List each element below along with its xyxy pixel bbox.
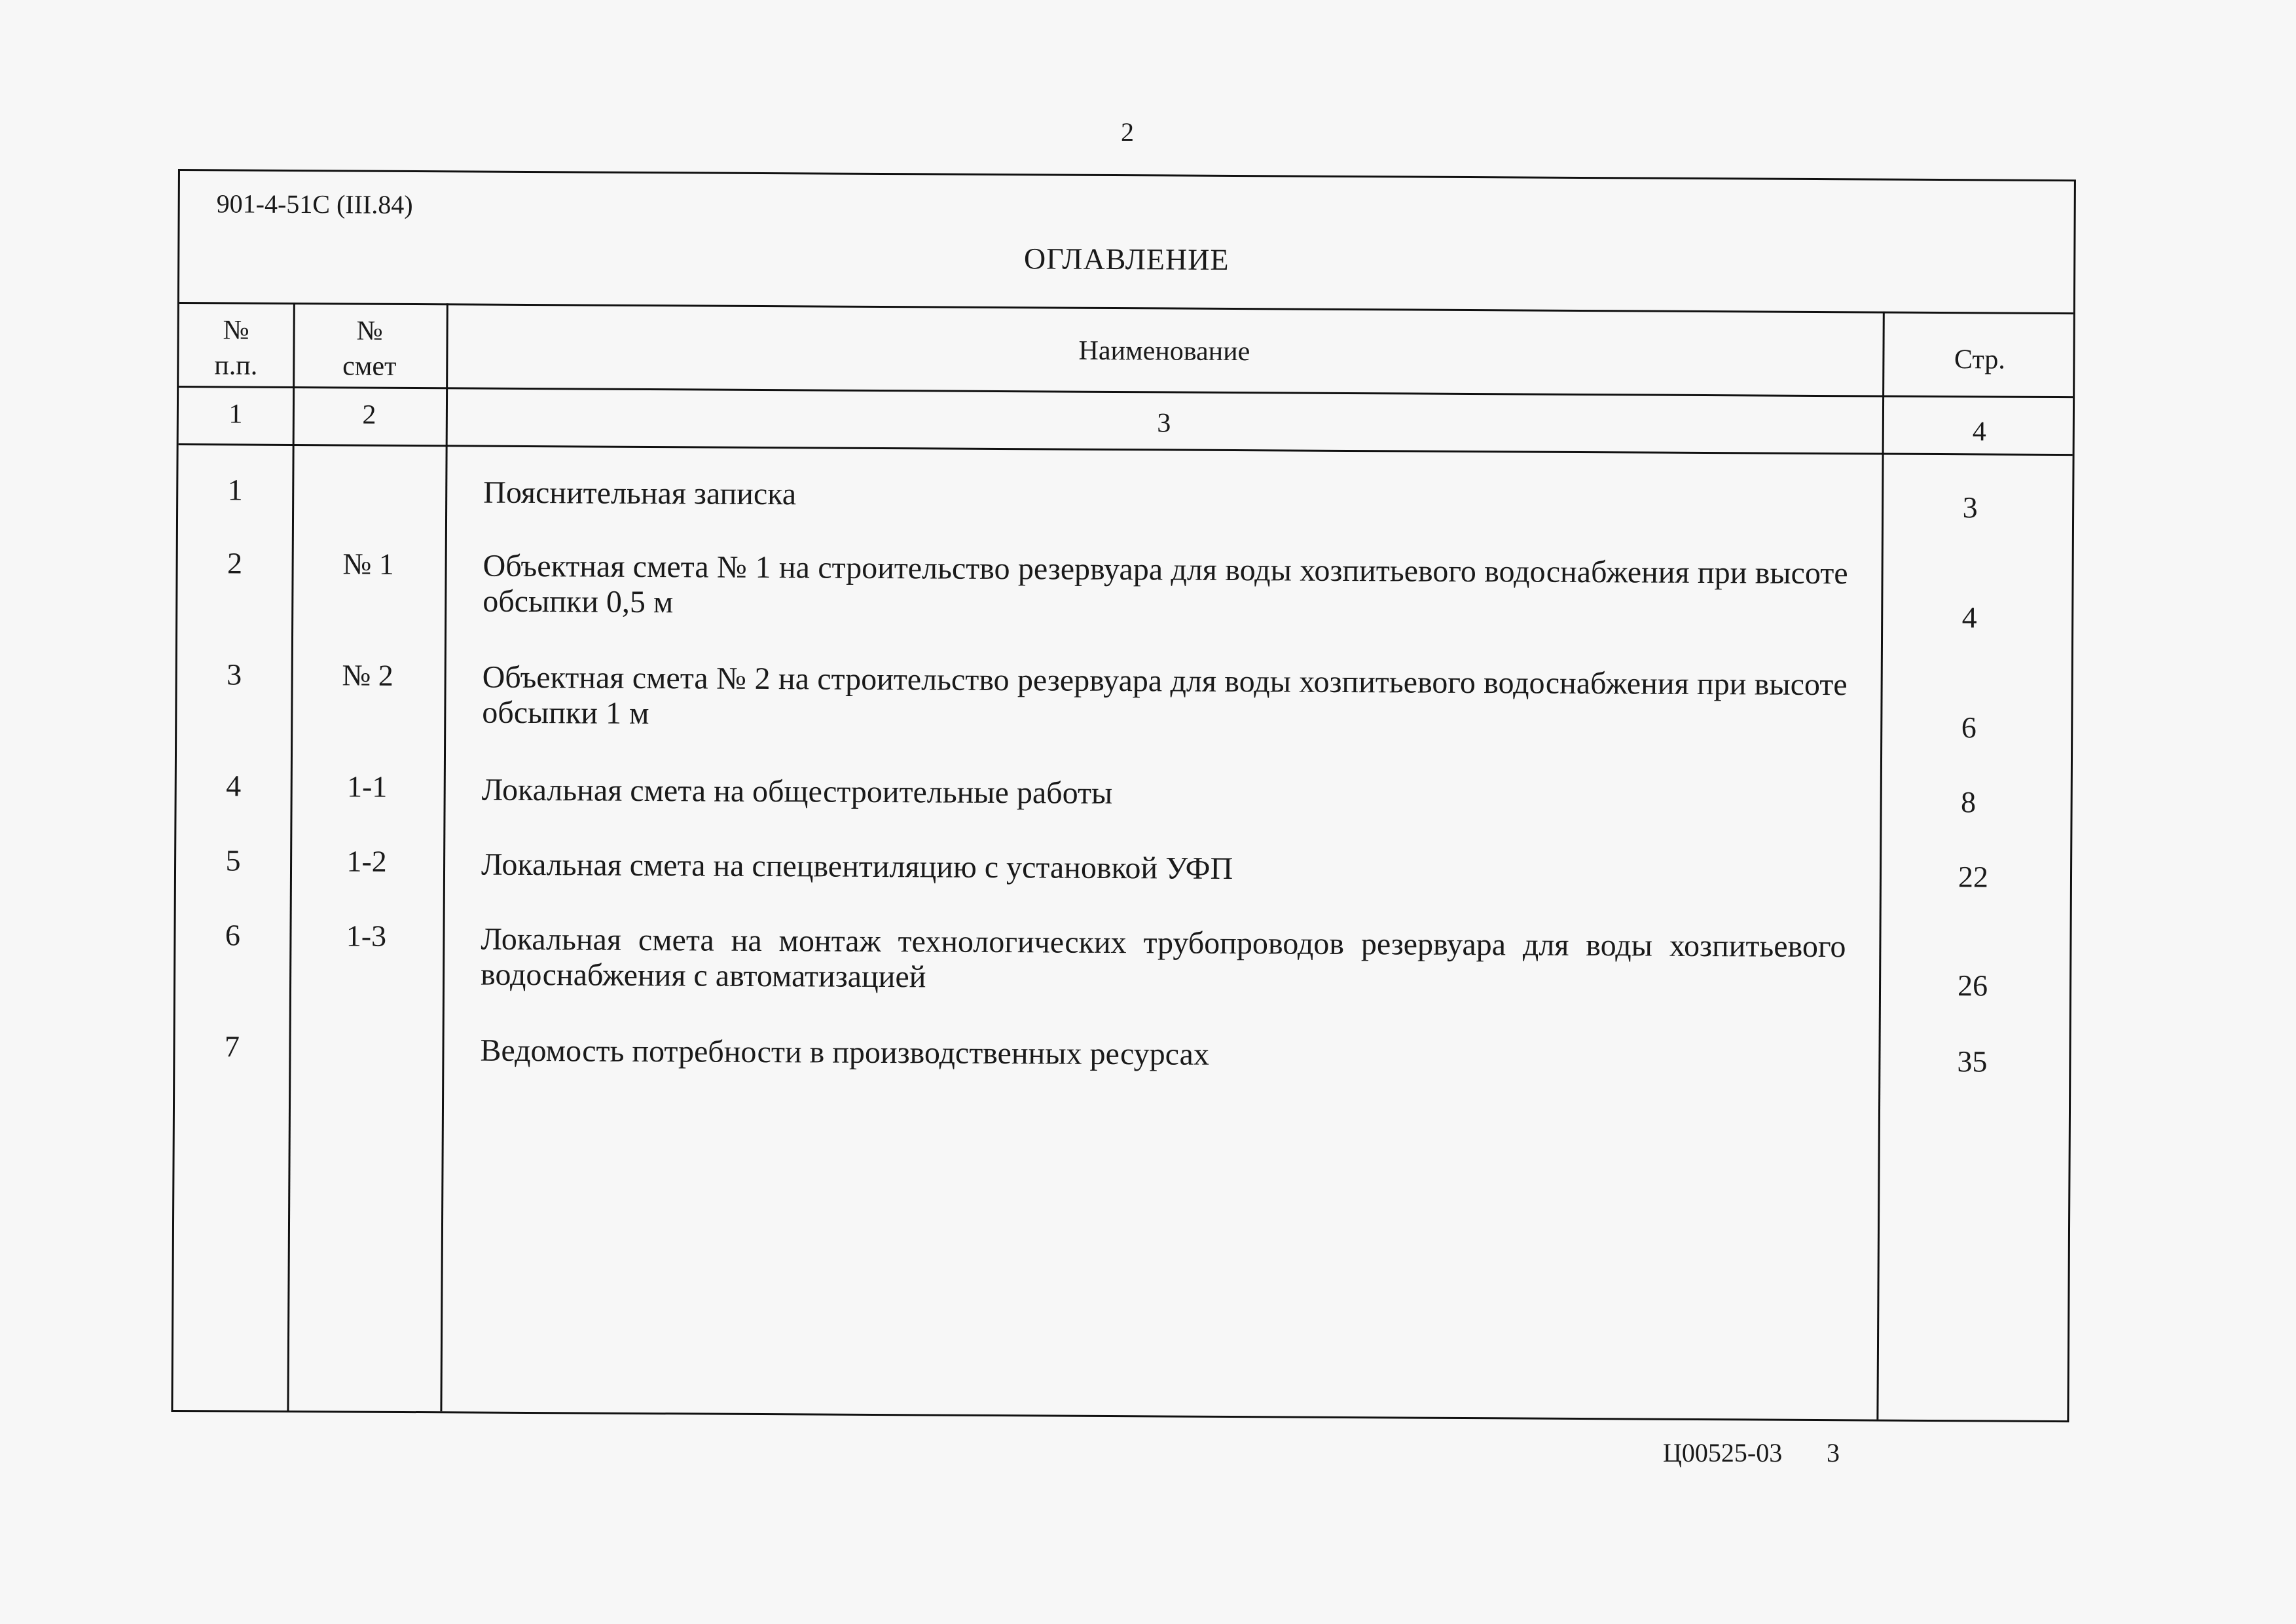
header-smeta [293,313,446,384]
row-name: Локальная смета на спецвентиляцию с установкой УФП [481,847,1233,887]
row-smeta: 1-3 [346,919,387,953]
row-pp: 1 [227,473,243,507]
row-page: 8 [1961,785,1977,819]
header-name: Наименование [1078,335,1250,367]
footer-page-number: 3 [1827,1438,1840,1467]
page-number: 2 [1121,117,1134,147]
row-name: Объектная смета № 2 на строительство резервуара для воды хозпитьевого водоснабжения при высоте обсыпки 1 м [482,659,1848,731]
row-page: 26 [1957,969,1988,1003]
document-code: 901-4-51С (III.84) [216,189,413,220]
row-smeta: 1-2 [346,844,387,878]
footer-document-code: Ц00525-03 [1663,1438,1783,1467]
header-pp-line1: № [223,315,249,346]
header-bottom-divider [179,386,2073,398]
row-name: Ведомость потребности в производственных ресурсах [480,1033,1210,1072]
row-smeta [289,1029,443,1030]
toc-title: ОГЛАВЛЕНИЕ [1023,242,1230,276]
row-smeta: 1-1 [346,769,388,803]
header-page: Стр. [1954,344,2005,375]
row-pp: 3 [227,657,242,692]
row-name: Объектная смета № 1 на строительство резервуара для воды хозпитьевого водоснабжения при высоте обсыпки 0,5 м [483,548,1848,620]
row-pp: 6 [225,918,241,952]
row-smeta: № 1 [342,547,394,581]
row-page: 6 [1961,710,1977,745]
row-page: 4 [1961,600,1977,635]
row-name: Пояснительная записка [483,475,797,512]
row-pp: 2 [227,546,243,580]
toc-frame [171,169,2076,1422]
header-smeta-line1: № [356,316,383,346]
row-pp: 4 [226,769,242,803]
row-page: 3 [1962,490,1978,525]
row-smeta: № 2 [342,658,394,692]
row-pp: 5 [225,843,241,877]
colnum-4: 4 [1972,416,1986,447]
row-name: Локальная смета на монтаж технологических трубопроводов резервуара для воды хозпитьевого водоснабжения с автоматизацией [480,921,1846,995]
colnum-2: 2 [362,399,376,430]
row-name: Локальная смета на общестроительные работы [481,772,1113,811]
column-numbers-divider [179,443,2073,456]
row-page: 22 [1958,860,1989,894]
row-page: 35 [1957,1044,1988,1079]
header-pp-line2: п.п. [214,350,258,381]
header-top-divider [179,302,2073,314]
row-pp: 7 [224,1029,240,1063]
header-pp [179,312,293,384]
colnum-3: 3 [1157,408,1171,439]
header-smeta-line2: смет [342,351,397,382]
colnum-1: 1 [228,399,243,430]
